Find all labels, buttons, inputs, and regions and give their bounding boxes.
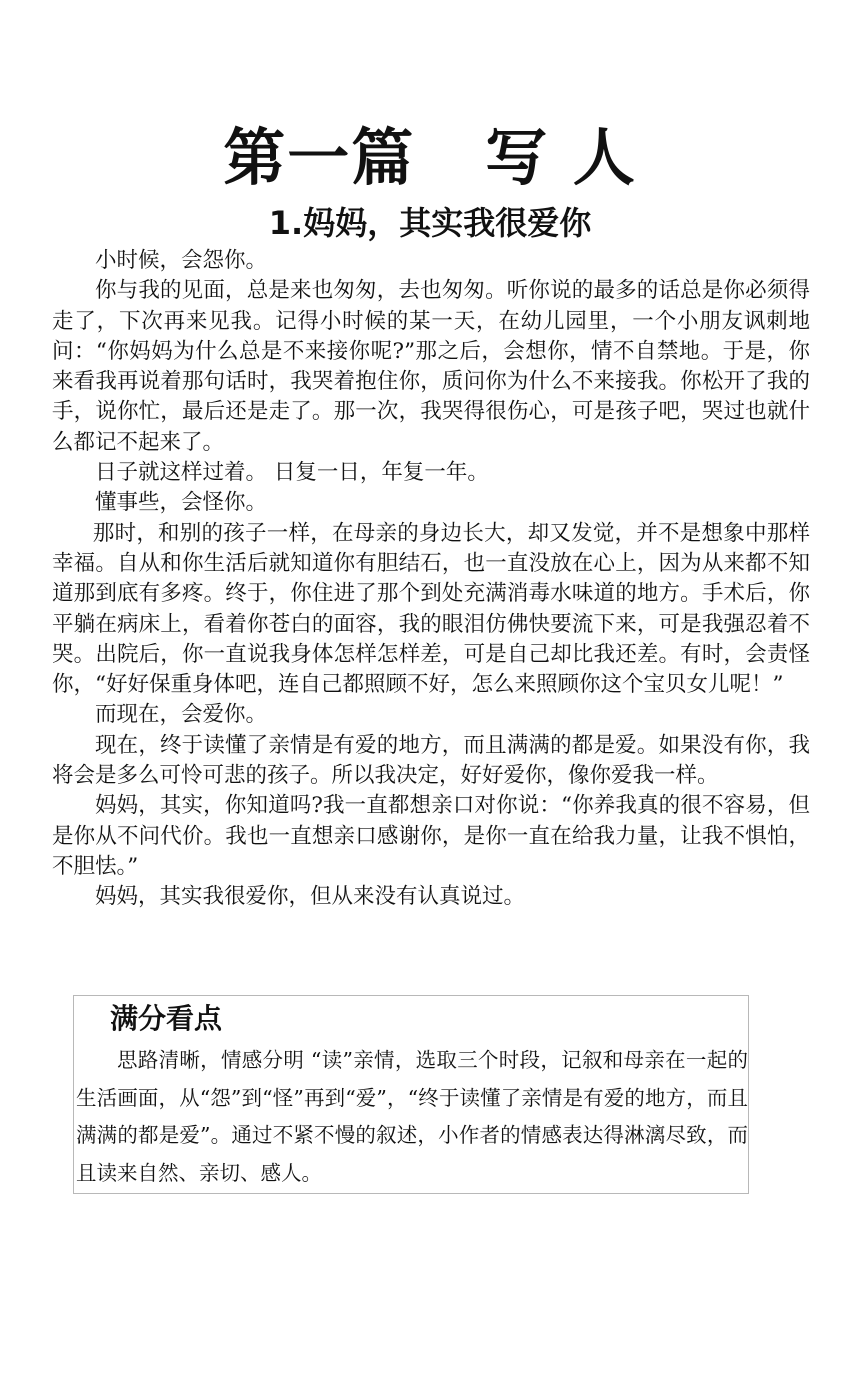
paragraph-1: 小时候，会怨你。 [95, 248, 268, 273]
commentary-box [73, 995, 749, 1194]
commentary-text: 思路清晰，情感分明 “读”亲情，选取三个时段，记叙和母亲在一起的生活画面，从“怨”到“怪”再到“爱”，“终于读懂了亲情是有爱的地方，而且满满的都是爱”。通过不紧不慢的叙述，小作者的情感表达得淋漓尽致，而且读来自然、亲切、感人。 [76, 1048, 748, 1185]
commentary-title: 满分看点 [110, 1002, 223, 1035]
paragraph-4: 懂事些，会怪你。 [95, 490, 268, 516]
paragraph-3: 日子就这样过着。 日复一日，年复一年。 [95, 460, 489, 486]
paragraph-6: 而现在，会爱你。 [95, 702, 268, 728]
paragraph-7: 现在，终于读懂了亲情是有爱的地方，而且满满的都是爱。如果没有你，我将会是多么可怜可悲的孩子。所以我决定，好好爱你，像你爱我一样。 [52, 732, 810, 789]
part-number: 第一篇 [223, 121, 416, 194]
paragraph-2: 你与我的见面，总是来也匆匆，去也匆匆。听你说的最多的话总是你必须得走了，下次再来见我。记得小时候的某一天，在幼儿园里，一个小朋友讽刺地问：“你妈妈为什么总是不来接你呢?”那之后，会想你，情不自禁地。于是，你来看我再说着那句话时，我哭着抱住你，质问你为什么不来接我。你松开了我的手，说你忙，最后还是走了。那一次，我哭得很伤心，可是孩子吧，哭过也就什么都记不起来了。 [52, 278, 810, 455]
essay-title: 1.妈妈，其实我很爱你 [268, 204, 592, 242]
part-topic: 写 人 [485, 121, 637, 194]
paragraph-9: 妈妈，其实我很爱你，但从来没有认真说过。 [95, 884, 526, 910]
paragraph-8: 妈妈，其实，你知道吗?我一直都想亲口对你说：“你养我真的很不容易，但是你从不问代价。我也一直想亲口感谢你，是你一直在给我力量，让我不惧怕，不胆怯。” [52, 793, 810, 879]
paragraph-5: 那时，和别的孩子一样，在母亲的身边长大，却又发觉，并不是想象中那样幸福。自从和你生活后就知道你有胆结石，也一直没放在心上，因为从来都不知道那到底有多疼。终于，你住进了那个到处充满消毒水味道的地方。手术后，你平躺在病床上，看着你苍白的面容，我的眼泪仿佛快要流下来，可是我强忍着不哭。出院后，你一直说我身体怎样怎样差，可是自己却比我还差。有时，会责怪你，“好好保重身体吧，连自己都照顾不好，怎么来照顾你这个宝贝女儿呢！” [52, 520, 810, 698]
part-title [0, 118, 860, 198]
essay-body [52, 246, 810, 913]
